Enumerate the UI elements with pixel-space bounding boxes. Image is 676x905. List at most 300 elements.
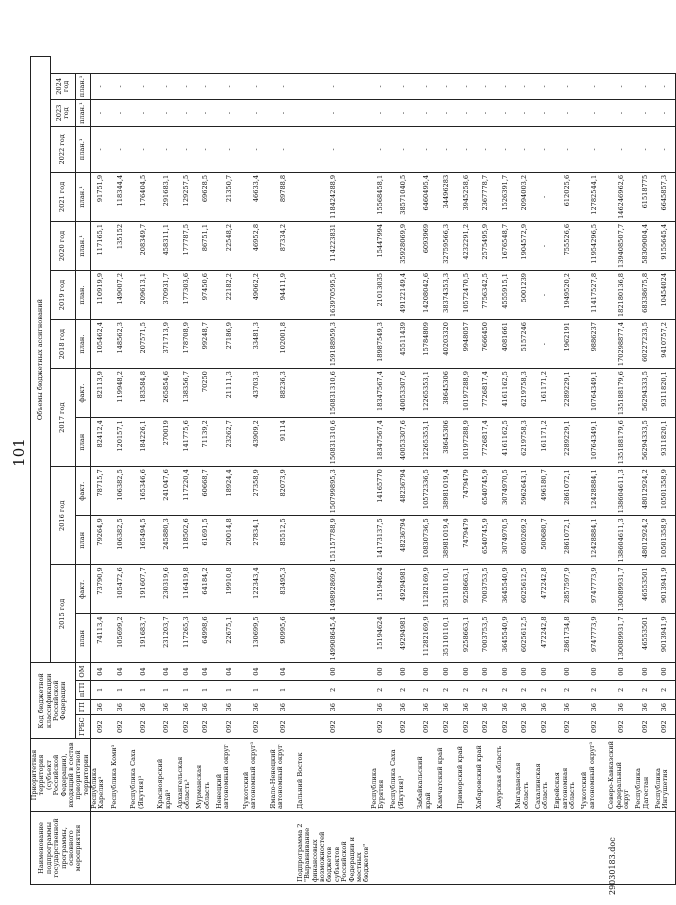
value-cell: - <box>457 73 477 100</box>
code-cell: 00 <box>635 663 655 680</box>
value-cell: - <box>371 100 391 127</box>
value-cell: 10572336,5 <box>417 467 437 516</box>
value-cell: 130089931,7 <box>608 614 635 663</box>
value-cell: 6050269,2 <box>515 516 535 565</box>
territory-cell: Северо-Кавказский федеральный округ <box>608 739 635 812</box>
value-cell: 49062,2 <box>243 270 270 319</box>
value-cell: 73790,9 <box>91 565 111 614</box>
header-sub: план <box>76 516 91 565</box>
code-cell: 2 <box>554 680 581 700</box>
code-cell: 00 <box>476 663 496 680</box>
value-cell: - <box>390 126 417 172</box>
value-cell: 6540745,9 <box>476 516 496 565</box>
table-row <box>437 56 457 884</box>
value-cell: 161171,2 <box>535 369 555 418</box>
value-cell: 755526,6 <box>554 221 581 270</box>
code-cell: 092 <box>91 715 111 739</box>
value-cell: 6540745,9 <box>476 467 496 516</box>
value-cell: 11282169,9 <box>417 614 437 663</box>
code-cell: 00 <box>554 663 581 680</box>
code-cell: 092 <box>111 715 131 739</box>
value-cell: 150831310,6 <box>297 418 371 467</box>
value-cell: 4161162,5 <box>496 418 516 467</box>
table-row <box>457 56 477 884</box>
value-cell: 150799895,3 <box>297 467 371 516</box>
header-sub: план. <box>76 270 91 319</box>
value-cell: 3945258,6 <box>457 172 477 221</box>
value-cell: - <box>243 126 270 172</box>
value-cell: 56294333,5 <box>635 369 655 418</box>
value-cell: 9258663,1 <box>457 614 477 663</box>
value-cell: 48012924,2 <box>635 516 655 565</box>
value-cell: 10830736,5 <box>417 516 437 565</box>
value-cell: 78715,7 <box>91 467 111 516</box>
code-cell: 1 <box>111 680 131 700</box>
value-cell: 135152 <box>111 221 131 270</box>
table-row <box>581 56 608 884</box>
code-cell: 092 <box>243 715 270 739</box>
value-cell: - <box>608 100 635 127</box>
value-cell: 245880,3 <box>157 516 177 565</box>
value-cell: 7756342,5 <box>476 270 496 319</box>
code-cell: 36 <box>496 700 516 715</box>
value-cell: 49294981 <box>390 614 417 663</box>
value-cell: 10764349,1 <box>581 418 608 467</box>
table-row <box>371 56 391 884</box>
value-cell: - <box>457 100 477 127</box>
value-cell: - <box>476 73 496 100</box>
header-sub: план <box>76 418 91 467</box>
program-cell <box>177 812 197 885</box>
value-cell: 22182,2 <box>216 270 243 319</box>
program-cell <box>496 812 516 885</box>
value-cell: - <box>270 126 297 172</box>
code-cell: 36 <box>270 700 297 715</box>
program-cell <box>655 812 675 885</box>
value-cell: 40203320 <box>437 320 457 369</box>
value-cell: - <box>608 126 635 172</box>
value-cell: 165494,5 <box>130 516 157 565</box>
value-cell: - <box>581 73 608 100</box>
value-cell: 116419,8 <box>177 565 197 614</box>
value-cell: - <box>297 100 371 127</box>
value-cell: 38981019,4 <box>437 467 457 516</box>
value-cell: 9948057 <box>457 320 477 369</box>
value-cell: 2289229,1 <box>554 418 581 467</box>
value-cell: 79264,9 <box>91 516 111 565</box>
value-cell: 117165,1 <box>91 221 111 270</box>
value-cell: 48236794 <box>390 516 417 565</box>
value-cell: 208349,7 <box>130 221 157 270</box>
program-cell <box>476 812 496 885</box>
header-sub: план.¹ <box>76 126 91 172</box>
value-cell: - <box>243 73 270 100</box>
value-cell: 149908645,4 <box>297 614 371 663</box>
value-cell: 6645857,3 <box>655 172 675 221</box>
value-cell: - <box>216 73 243 100</box>
code-cell: 36 <box>554 700 581 715</box>
code-cell: 00 <box>655 663 675 680</box>
header-pgp: пГП <box>76 680 91 700</box>
territory-cell: Республика Дагестан <box>635 739 655 812</box>
value-cell: 46553501 <box>635 614 655 663</box>
table-row <box>243 56 270 884</box>
value-cell: 14173137,5 <box>371 516 391 565</box>
value-cell: 9747773,9 <box>581 565 608 614</box>
value-cell: 4081661 <box>496 320 516 369</box>
code-cell: 1 <box>216 680 243 700</box>
code-cell: 092 <box>608 715 635 739</box>
value-cell: - <box>196 100 216 127</box>
code-cell: 2 <box>581 680 608 700</box>
territory-cell: Хабаровский край <box>476 739 496 812</box>
header-year: 2015 год <box>51 565 76 663</box>
table-row <box>635 56 655 884</box>
value-cell: - <box>535 221 555 270</box>
header-year: 2019 год <box>51 270 76 319</box>
value-cell: - <box>554 126 581 172</box>
value-cell: 15447994 <box>371 221 391 270</box>
table-row <box>270 56 297 884</box>
code-cell: 092 <box>177 715 197 739</box>
table-row <box>157 56 177 884</box>
code-cell: 092 <box>535 715 555 739</box>
value-cell: 370931,7 <box>157 270 177 319</box>
value-cell: 10197288,9 <box>457 418 477 467</box>
value-cell: 6219758,3 <box>515 418 535 467</box>
value-cell: 86751,1 <box>196 221 216 270</box>
territory-cell: Сахалинская область <box>535 739 555 812</box>
value-cell: 102001,8 <box>270 320 297 369</box>
code-cell: 00 <box>371 663 391 680</box>
value-cell: 1962191 <box>554 320 581 369</box>
value-cell: 46633,4 <box>243 172 270 221</box>
value-cell: 207571,5 <box>130 320 157 369</box>
value-cell: 40053307,6 <box>390 369 417 418</box>
value-cell: 48236794 <box>390 467 417 516</box>
value-cell: 94411,9 <box>270 270 297 319</box>
value-cell: 11282169,9 <box>417 565 437 614</box>
budget-table <box>30 56 676 885</box>
value-cell: 82073,9 <box>270 467 297 516</box>
value-cell: 10572470,5 <box>457 270 477 319</box>
value-cell: 2575495,9 <box>476 221 496 270</box>
header-territory: Приоритетная территория (субъект Российской Федерации), входящий в состав приоритетной территории <box>31 739 91 812</box>
value-cell: - <box>371 126 391 172</box>
program-cell <box>111 812 131 885</box>
value-cell: - <box>535 320 555 369</box>
value-cell: 1526391,7 <box>496 172 516 221</box>
value-cell: 371713,9 <box>157 320 177 369</box>
code-cell: 2 <box>476 680 496 700</box>
value-cell: - <box>457 126 477 172</box>
code-cell: 092 <box>196 715 216 739</box>
code-cell: 00 <box>297 663 371 680</box>
table-row <box>554 56 581 884</box>
value-cell: 27186,9 <box>216 320 243 369</box>
value-cell: 83495,3 <box>270 565 297 614</box>
value-cell: 106382,5 <box>111 516 131 565</box>
value-cell: 9886237 <box>581 320 608 369</box>
value-cell: 11417527,8 <box>581 270 608 319</box>
territory-cell: Республика Карелия³ <box>91 739 111 812</box>
table-row <box>196 56 216 884</box>
value-cell: 69628,5 <box>196 172 216 221</box>
value-cell: 38374353,3 <box>437 270 457 319</box>
value-cell: 5001239 <box>515 270 535 319</box>
code-cell: 092 <box>515 715 535 739</box>
table-body <box>91 56 676 884</box>
value-cell: 149892869,6 <box>297 565 371 614</box>
territory-cell: Дальний Восток <box>297 739 371 812</box>
value-cell: 49294981 <box>390 565 417 614</box>
value-cell: 149007,2 <box>111 270 131 319</box>
value-cell: 2861734,8 <box>554 614 581 663</box>
value-cell: 14165770 <box>371 467 391 516</box>
value-cell: 7003753,5 <box>476 565 496 614</box>
value-cell: 129257,5 <box>177 172 197 221</box>
value-cell: - <box>515 73 535 100</box>
code-cell: 1 <box>130 680 157 700</box>
table-row <box>216 56 243 884</box>
value-cell: 40053307,6 <box>390 418 417 467</box>
value-cell: 43703,3 <box>243 369 270 418</box>
value-cell: - <box>437 126 457 172</box>
value-cell: 82113,9 <box>91 369 111 418</box>
code-cell: 1 <box>91 680 111 700</box>
value-cell: 68338675,8 <box>635 270 655 319</box>
code-cell: 36 <box>535 700 555 715</box>
value-cell: - <box>270 73 297 100</box>
value-cell: - <box>515 100 535 127</box>
code-cell: 092 <box>390 715 417 739</box>
value-cell: - <box>655 73 675 100</box>
table-row <box>390 56 417 884</box>
header-sub: факт. <box>76 467 91 516</box>
value-cell: 4555915,1 <box>496 270 516 319</box>
code-cell: 36 <box>437 700 457 715</box>
code-cell: 36 <box>515 700 535 715</box>
table-row <box>535 56 555 884</box>
value-cell: 15194624 <box>371 614 391 663</box>
value-cell: 117220,4 <box>177 467 197 516</box>
value-cell: 291683,1 <box>157 172 177 221</box>
value-cell: 9311820,1 <box>655 418 675 467</box>
code-cell: 092 <box>655 715 675 739</box>
value-cell: 22675,1 <box>216 614 243 663</box>
code-cell: 092 <box>554 715 581 739</box>
code-cell: 36 <box>91 700 111 715</box>
program-cell <box>635 812 655 885</box>
header-sub: план. <box>76 320 91 369</box>
value-cell: - <box>635 100 655 127</box>
value-cell: 6460495,4 <box>417 172 437 221</box>
program-cell <box>243 812 270 885</box>
territory-cell: Красноярский край³ <box>157 739 177 812</box>
header-year: 2017 год <box>51 369 76 467</box>
value-cell: 7726817,4 <box>476 369 496 418</box>
value-cell: 7479479 <box>457 516 477 565</box>
table-row <box>297 56 371 884</box>
value-cell: 130089931,7 <box>608 565 635 614</box>
territory-cell: Магаданская область <box>515 739 535 812</box>
value-cell: 46952,8 <box>243 221 270 270</box>
value-cell: - <box>157 73 177 100</box>
value-cell: 89788,8 <box>270 172 297 221</box>
code-cell: 2 <box>655 680 675 700</box>
value-cell: 265854,6 <box>157 369 177 418</box>
code-cell: 092 <box>437 715 457 739</box>
value-cell: - <box>496 126 516 172</box>
code-cell: 2 <box>457 680 477 700</box>
value-cell: 10454024 <box>655 270 675 319</box>
value-cell: 58309004,4 <box>635 221 655 270</box>
value-cell: 496180,7 <box>535 467 555 516</box>
value-cell: - <box>216 100 243 127</box>
territory-cell: Ямало-Ненецкий автономный округ <box>270 739 297 812</box>
territory-cell: Архангельская область³ <box>177 739 197 812</box>
code-cell: 36 <box>457 700 477 715</box>
code-cell: 2 <box>371 680 391 700</box>
value-cell: 23262,7 <box>216 418 243 467</box>
value-cell: - <box>476 126 496 172</box>
code-cell: 2 <box>608 680 635 700</box>
code-cell: 04 <box>216 663 243 680</box>
code-cell: 36 <box>390 700 417 715</box>
code-cell: 36 <box>417 700 437 715</box>
code-cell: 092 <box>216 715 243 739</box>
value-cell: 184226,1 <box>130 418 157 467</box>
value-cell: 35110110,1 <box>437 614 457 663</box>
value-cell: - <box>496 73 516 100</box>
value-cell: 38645306 <box>437 369 457 418</box>
header-sub: план <box>76 614 91 663</box>
value-cell: 27834,1 <box>243 516 270 565</box>
table-row <box>496 56 516 884</box>
territory-cell: Еврейская автономная область <box>554 739 581 812</box>
value-cell: 6025612,5 <box>515 614 535 663</box>
value-cell: 33481,3 <box>243 320 270 369</box>
code-cell: 04 <box>91 663 111 680</box>
value-cell: 9013941,9 <box>655 614 675 663</box>
code-cell: 2 <box>417 680 437 700</box>
program-cell <box>196 812 216 885</box>
code-cell: 36 <box>216 700 243 715</box>
value-cell: 612025,6 <box>554 172 581 221</box>
value-cell: - <box>157 126 177 172</box>
value-cell: 191683,7 <box>130 614 157 663</box>
value-cell: 118344,4 <box>111 172 131 221</box>
value-cell: 177303,6 <box>177 270 197 319</box>
value-cell: 21111,3 <box>216 369 243 418</box>
code-cell: 1 <box>243 680 270 700</box>
value-cell: 64184,2 <box>196 565 216 614</box>
value-cell: 138604611,3 <box>608 467 635 516</box>
value-cell: 18347567,4 <box>371 369 391 418</box>
territory-cell: Приморский край <box>457 739 477 812</box>
value-cell: 5962643,1 <box>515 467 535 516</box>
value-cell: - <box>535 100 555 127</box>
value-cell: 60668,7 <box>196 467 216 516</box>
value-cell: 85512,5 <box>270 516 297 565</box>
value-cell: 10501358,9 <box>655 516 675 565</box>
value-cell: 7726817,4 <box>476 418 496 467</box>
value-cell: 146246962,6 <box>608 172 635 221</box>
value-cell: - <box>216 126 243 172</box>
code-cell: 2 <box>496 680 516 700</box>
value-cell: - <box>270 100 297 127</box>
code-cell: 04 <box>111 663 131 680</box>
value-cell: - <box>196 126 216 172</box>
code-cell: 00 <box>457 663 477 680</box>
header-year: 2018 год <box>51 320 76 369</box>
value-cell: - <box>554 73 581 100</box>
code-cell: 092 <box>581 715 608 739</box>
value-cell: 135188179,6 <box>608 418 635 467</box>
value-cell: - <box>130 73 157 100</box>
value-cell: 22548,2 <box>216 221 243 270</box>
value-cell: - <box>635 73 655 100</box>
code-cell: 36 <box>297 700 371 715</box>
value-cell: 20014,8 <box>216 516 243 565</box>
value-cell: 90995,6 <box>270 614 297 663</box>
program-cell <box>91 812 111 885</box>
code-cell: 36 <box>581 700 608 715</box>
value-cell: 14208042,6 <box>417 270 437 319</box>
code-cell: 00 <box>515 663 535 680</box>
code-cell: 2 <box>390 680 417 700</box>
value-cell: - <box>130 126 157 172</box>
value-cell: 3645540,9 <box>496 565 516 614</box>
code-cell: 1 <box>177 680 197 700</box>
value-cell: - <box>635 126 655 172</box>
value-cell: 230319,6 <box>157 565 177 614</box>
value-cell: - <box>243 100 270 127</box>
value-cell: 45511439 <box>390 320 417 369</box>
value-cell: - <box>535 172 555 221</box>
value-cell: 88236,3 <box>270 369 297 418</box>
header-gp: ГП <box>76 700 91 715</box>
code-cell: 36 <box>655 700 675 715</box>
code-cell: 04 <box>177 663 197 680</box>
value-cell: 4161162,5 <box>496 369 516 418</box>
value-cell: - <box>437 100 457 127</box>
value-cell: 74113,4 <box>91 614 111 663</box>
code-cell: 092 <box>496 715 516 739</box>
program-cell <box>581 812 608 885</box>
value-cell: 34496283 <box>437 172 457 221</box>
code-cell: 00 <box>437 663 457 680</box>
code-cell: 092 <box>270 715 297 739</box>
value-cell: - <box>496 100 516 127</box>
value-cell: - <box>417 126 437 172</box>
table-row <box>655 56 675 884</box>
code-cell: 092 <box>457 715 477 739</box>
header-year: 2016 год <box>51 467 76 565</box>
code-cell: 36 <box>608 700 635 715</box>
code-cell: 04 <box>243 663 270 680</box>
code-cell: 36 <box>476 700 496 715</box>
value-cell: 91114 <box>270 418 297 467</box>
value-cell: 64998,6 <box>196 614 216 663</box>
value-cell: 163970595,5 <box>297 270 371 319</box>
value-cell: 6093969 <box>417 221 437 270</box>
value-cell: 105699,2 <box>111 614 131 663</box>
code-cell: 2 <box>515 680 535 700</box>
value-cell: 3074970,5 <box>496 467 516 516</box>
value-cell: - <box>437 73 457 100</box>
territory-cell: Амурская область <box>496 739 516 812</box>
